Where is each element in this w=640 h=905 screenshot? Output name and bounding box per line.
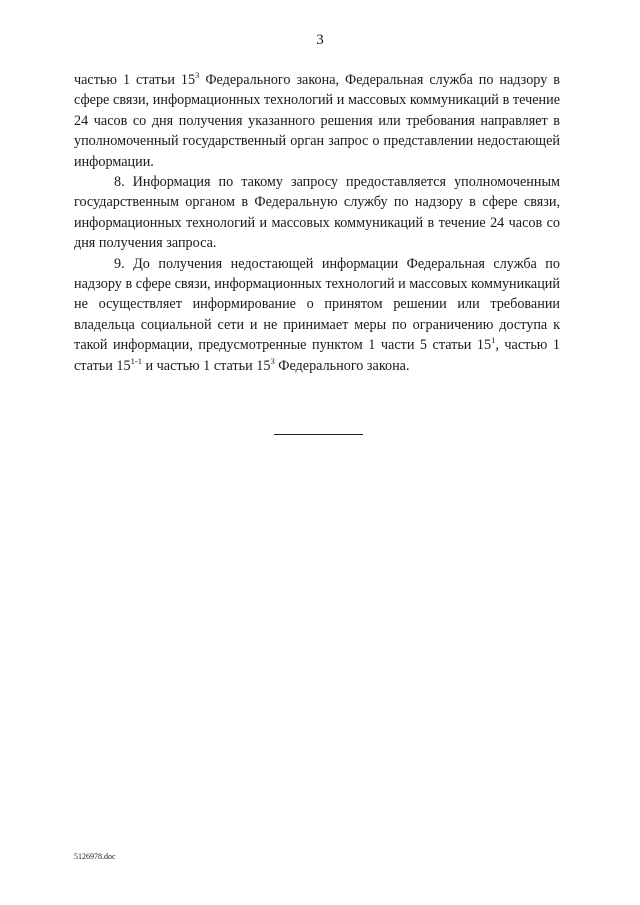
text-run: частью 1 статьи 15: [74, 72, 196, 88]
text-run: Федерального закона, Федеральная служба по надзору в сфере связи, информационных технологий и массовых коммуникаций в течение 24 часов со дня получения указанного решения или требования направляет в уполномоченный государственный орган запрос о представлении недостающей информации.: [74, 72, 560, 170]
superscript: 1: [491, 335, 496, 346]
superscript: 3: [270, 355, 275, 366]
page-number: 3: [316, 32, 324, 48]
document-body: [74, 70, 560, 376]
superscript: 1-1: [130, 355, 142, 366]
document-reference: 5126978.doc: [74, 852, 116, 861]
text-run: и частью 1 статьи 15: [141, 357, 271, 374]
paragraph-8: [74, 172, 560, 254]
paragraph-9: [74, 254, 560, 376]
end-divider-line: [274, 434, 363, 435]
text-run: 8. Информация по такому запросу предоставляется уполномоченным государственным органом в Федеральную службу по надзору в сфере связи, информационных технологий и массовых коммуникаций в течение 24 часов со дня получения запроса.: [74, 174, 560, 252]
text-run: 9. До получения недостающей информации Федеральная служба по надзору в сфере связи, информационных технологий и массовых коммуникаций не осуществляет информирование о принятом решении или требовании владельца социальной сети и не принимает меры по ограничению доступа к такой информации, предусмотренные пунктом 1 части 5 статьи 15: [74, 255, 560, 354]
paragraph-continuation: [74, 70, 560, 172]
text-run: Федерального закона.: [274, 357, 410, 374]
superscript: 3: [195, 70, 200, 80]
text-run: , частью 1 статьи 15: [74, 337, 561, 374]
